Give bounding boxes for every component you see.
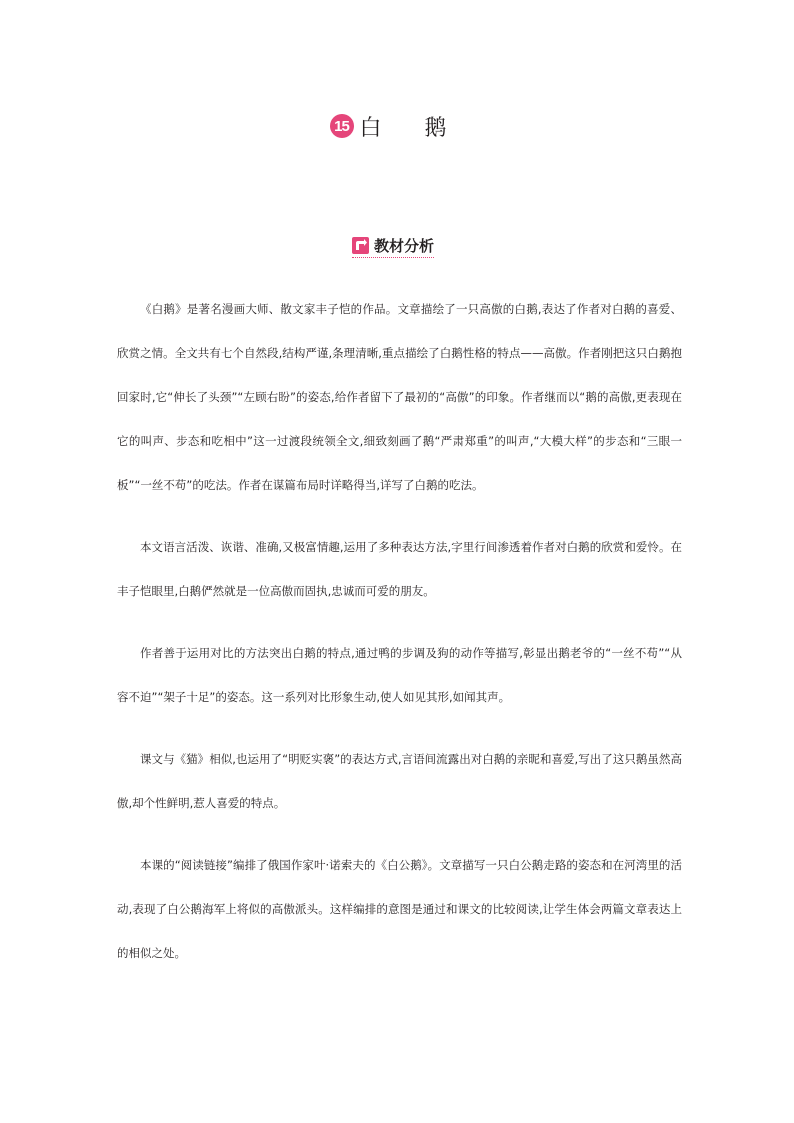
paragraph: 本课的“阅读链接”编排了俄国作家叶·诺索夫的《白公鹅》。文章描写一只白公鹅走路的姿态和在河湾里的活动,表现了白公鹅海军上将似的高傲派头。这样编排的意图是通过和课文的比较阅读,让学生体会两篇文章表达上的相似之处。: [117, 858, 682, 960]
paragraph: 作者善于运用对比的方法突出白鹅的特点,通过鸭的步调及狗的动作等描写,彰显出鹅老爷的“一丝不苟”“从容不迫”“架子十足”的姿态。这一系列对比形象生动,使人如见其形,如闻其声。: [117, 646, 682, 704]
bookmark-arrow-icon: [352, 237, 369, 254]
paragraph: 课文与《猫》相似,也运用了“明贬实褒”的表达方式,言语间流露出对白鹅的亲昵和喜爱,写出了这只鹅虽然高傲,却个性鲜明,惹人喜爱的特点。: [117, 752, 682, 810]
paragraph: 《白鹅》是著名漫画大师、散文家丰子恺的作品。文章描绘了一只高傲的白鹅,表达了作者对白鹅的喜爱、欣赏之情。全文共有七个自然段,结构严谨,条理清晰,重点描绘了白鹅性格的特点——高傲。作者刚把这只白鹅抱回家时,它“伸长了头颈”“左顾右盼”的姿态,给作者留下了最初的“高傲”的印象。作者继而以“鹅的高傲,更表现在它的叫声、步态和吃相中”这一过渡段统领全文,细致刻画了鹅“严肃郑重”的叫声,“大模大样”的步态和“三眼一板”“一丝不苟”的吃法。作者在谋篇布局时详略得当,详写了白鹅的吃法。: [117, 302, 682, 492]
lesson-title: 白 鹅: [359, 115, 465, 141]
lesson-title-bar: [0, 108, 794, 144]
analysis-body: [117, 287, 682, 993]
section-heading: [352, 234, 434, 258]
lesson-number-badge: 15: [330, 114, 354, 138]
section-label: 教材分析: [374, 236, 435, 255]
paragraph: 本文语言活泼、诙谐、准确,又极富情趣,运用了多种表达方法,字里行间渗透着作者对白鹅的欣赏和爱怜。在丰子恺眼里,白鹅俨然就是一位高傲而固执,忠诚而可爱的朋友。: [117, 540, 682, 598]
